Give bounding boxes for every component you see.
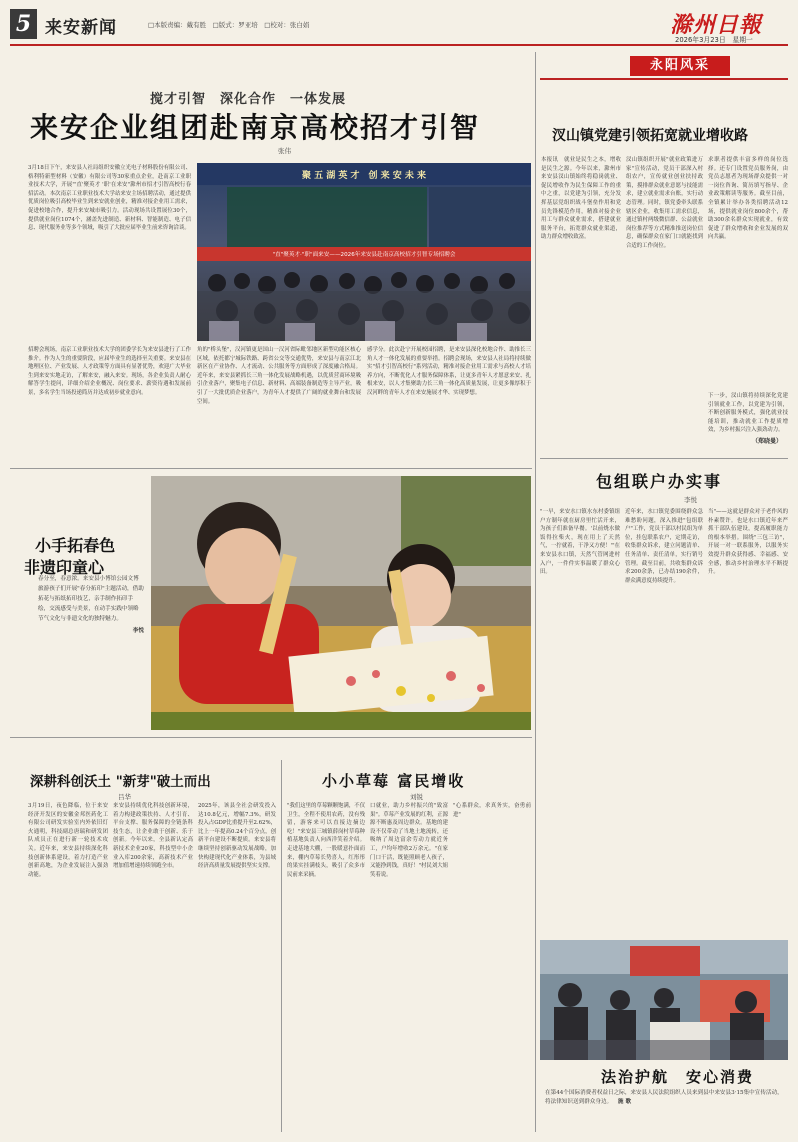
fazhi-caption-text: 在第44个国际消费者权益日之际，来安县人民法院组织人员来到县中来安县3·15集中宣传活动，将法律知识送到群众身边。 bbox=[545, 1090, 783, 1105]
spring-caption-text: 春分至，春意浓。来安县小博馆公园文博旅游孩子们开展"春分拓印"主题活动，借助拓花与拓纸拓印技艺，亲手制作拓印手绘，交流感受与美景，在动手实践中领略节气文化与非遗文化的独特魅力。 bbox=[38, 576, 144, 622]
page-number-box bbox=[10, 9, 37, 39]
keji-author: 吕华 bbox=[118, 793, 131, 801]
spring-caption-author: 李悦 bbox=[132, 628, 144, 634]
issue-date: 2026年3月23日 星期一 bbox=[675, 36, 753, 44]
yongyang-title: 汊山镇党建引领拓宽就业增收路 bbox=[552, 128, 748, 144]
lead-photo-recruitment-fair bbox=[197, 163, 531, 341]
keji-col-2: 来安县持续优化科技创新环境，着力构建政策扶持、人才引育、平台支撑、服务保障的全链条科技生态，让企业敢于创新、乐于创新。今年以来，全县新认定高新技术企业20家，科技型中小企业入库200余家，高新技术产业增加值增速持续领跑全市。 bbox=[113, 803, 193, 870]
yongyang-col-2: 汊山镇组织开展"就业政策进万家"宣传活动，党员干部深入村组农户，宣传就业创业扶持政策，摸排群众就业意愿与技能需求，建立就业需求台账，实行动态管理。同时，镇党委牵头联系辖区企业，收集用工需求信息，通过镇村两级微信群、公益就业岗位推荐等方式精准推送岗位信息，确保群众在家门口就能找到合适的工作岗位。 bbox=[626, 157, 703, 249]
yongyang-column-name: 永阳风采 bbox=[649, 58, 710, 73]
keji-col-3: 2025年，该县全社会研发投入达10.8亿元，增幅7.3%，研发投入占GDP比重提升至2.62%，比上一年提高0.24个百分点，创新平台建设不断提质。来安县将继续坚持创新驱动发展战略，加快构建现代化产业体系，为县域经济高质量发展提供坚实支撑。 bbox=[198, 803, 276, 870]
lead-kicker: 搅才引智 深化合作 一体发展 bbox=[150, 92, 347, 107]
lead-col-4: 感学分。此次赴宁开展校园招聘，是来安县深化校地合作、助推长三角人才一体化发展的重要举措。招聘会现场，来安县人社局将持续做实"招才引智高校行"系列活动，精准对接企业用工需求与高校人才培养方向，不断优化人才服务保障体系，让更多青年人才愿意来安、扎根来安，以人才集聚助力长三角一体化高质量发展，让更多像厚积于汉河畔的青年人才在来安施展才华、实现梦想。 bbox=[367, 347, 531, 396]
paper-name: 滁州日報 bbox=[670, 12, 763, 38]
yongyang-author: （郑晓曼） bbox=[752, 438, 783, 445]
section-title: 来安新闻 bbox=[45, 18, 117, 38]
lead-title: 来安企业组团赴南京高校招才引智 bbox=[30, 111, 481, 144]
caomei-title: 小小草莓 富民增收 bbox=[322, 772, 466, 790]
lead-photo-banner-top: 聚 五 湖 英 才 创 来 安 未 来 bbox=[301, 171, 427, 181]
masthead-rule bbox=[10, 44, 788, 46]
fazhi-photo-consumer-rights bbox=[540, 940, 788, 1060]
bottom-divider bbox=[10, 737, 532, 738]
baozu-author: 李悦 bbox=[684, 496, 697, 504]
baozu-col-3: 当"——这就是群众对于老作风的朴素赞许。也是水口镇近年来严抓干部队伍建设，提高履职能力的根本举措。围绕"三包三访"，开展一对一联系服务，以服务实效提升群众获得感、幸福感、安全感，推动乡村治理水平不断提升。 bbox=[708, 509, 788, 576]
spring-photo-kids-rubbing bbox=[151, 476, 531, 730]
spring-caption bbox=[38, 574, 144, 636]
fazhi-caption-author: 施 歌 bbox=[617, 1099, 632, 1105]
lead-photo-banner-red: "直"聚英才·"职"面来安——2026年来安县赴南京高校招才引智专场招聘会 bbox=[272, 252, 456, 258]
yongyang-col-1: 本报讯 就业是民生之本，增收是民生之源。今年以来，滁州市来安县汊山镇始终将稳岗就业、促民增收作为民生保障工作的重中之重，以党建为引领，充分发挥基层党组织战斗堡垒作用和党员先锋模范作用，精准对接企业用工与群众就业需求，搭建就业服务平台，拓宽群众就业渠道，助力群众增收致富。 bbox=[541, 157, 621, 241]
lead-col-1: 3月18日下午，来安县人社局组织安徽立光电子材料股份有限公司、格利特新型材料（安徽）有限公司等30家重点企业，赴南京工业职业技术大学，开展"'直'聚英才 '职'在来安"滁州市招才引智高校行春招活动。本次南京工业职业技术大学站来安主场招聘活动，通过提供优质岗位吸引高校毕业生到来安就业创业，精准对接企业用工需求，促进校地合作，提升来安城市吸引力。活动现场共设置展位30个，提供就业岗位1074个，涵盖先进制造、新材料、智能制造、电子信息、现代服务业等多个领域，吸引了大批应届毕业生前来咨询洽谈。 bbox=[28, 165, 191, 232]
baozu-title: 包组联户办实事 bbox=[596, 472, 723, 491]
spring-title bbox=[24, 513, 115, 579]
fazhi-title: 法治护航 安心消费 bbox=[601, 1068, 755, 1086]
caomei-col-2: 口就业，助力乡村振兴的"致富果"。草莓产业发展的红利，正源源不断惠及周边群众。基地的建设不仅带动了当地土地流转，还吸纳了周边富余劳动力就近务工，户均年增收2万余元。"在家门口干活，既能照顾老人孩子，又能挣到钱，真好！"村民刘大姐笑着说。 bbox=[370, 803, 448, 878]
lead-author: 张伟 bbox=[278, 147, 291, 155]
keji-col-1: 3月19日，夜色降临，位于来安经济开发区的安徽金邦医药化工有限公司研发实验室内外依旧灯火通明，科技副总唐瑞和研发团队成员正在进行新一轮技术攻关。近年来，来安县持续深化科技创新体系建设，着力打造产业创新高地，为企业发展注入强劲动能。 bbox=[28, 803, 108, 878]
spring-title-text: 小手拓春色 非遗印童心 bbox=[24, 536, 116, 577]
caomei-author: 刘锐 bbox=[410, 793, 423, 801]
keji-caomei-divider bbox=[281, 760, 282, 1132]
lead-col-2: 招聘会现场，南京工业职业技术大学的团委学长为来安县进行了工作推介。作为人生的重要阶段，应届毕业生的选择至关重要。来安县在地理区位、产业发展、人才政策等方面具有显著优势，欢迎广大毕业生到来安实地走访，了解来安，融入来安。现场，各企业负责人耐心解答学生提问，详细介绍企业概况、岗位要求、薪资待遇和发展前景，多名学生当场投递简历并达成初步就业意向。 bbox=[28, 347, 191, 396]
fazhi-caption bbox=[545, 1089, 785, 1107]
yongyang-col-3: 求职者提供丰富多样的岗位选择。还专门设置党员服务岗，由党员志愿者为现场群众提供一对一岗位咨询、简历填写指导、企业政策解读等服务。截至目前，全镇累计举办各类招聘活动12场，提供就业岗位800余个，帮助300余名群众实现就业，有效促进了群众增收和企业发展的双向共赢。 bbox=[708, 157, 788, 241]
baozu-col-2: 近年来，水口镇党委围绕群众急难愁盼问题，深入推进"包组联户"工作，党员干部以村民组为单位，挂包联系农户，定期走访，收集群众诉求，建立问题清单、任务清单、责任清单，实行销号管理。截至目前，共收集群众诉求200余条，已办结190余件，群众满意度持续提升。 bbox=[625, 509, 703, 584]
baozu-col-1: "一早，来安水口镇水东村委镇组户方制年就在厨房里忙活开来，为孩子们准备早餐。'以前烧水做饭得拉柴火，现在用上了天然气，一拧就着，干净又方便！'"在来安县水口镇，天然气管网进村入户，一件件实事温暖了群众心田。 bbox=[540, 509, 620, 576]
yongyang-rule bbox=[540, 78, 788, 80]
yongyang-col-4: 下一步，汊山镇将持续深化党建引领就业工作，以党建为引领，不断创新服务模式，强化就业技能培训，推动就业工作提质增效，为乡村振兴注入强劲动力。 bbox=[708, 393, 788, 434]
caomei-col-3: "心系群众，求真务实，奋勇前进" bbox=[453, 803, 531, 818]
caomei-col-1: "我们这里的草莓颗颗饱满，不仅卫生，全程不使用农药，没有残留，游客来可以直接边摘边吃！"来安县三城镇薛岗村草莓种植基地负责人向西洋笑着介绍。走进基地大棚，一股暖意扑面而来，棚内草莓长势喜人，红彤彤的果实挂满枝头，吸引了众多市民前来采摘。 bbox=[287, 803, 365, 878]
right-divider-1 bbox=[540, 458, 788, 459]
keji-title: 深耕科创沃土 "新芽"破土而出 bbox=[30, 774, 211, 790]
yongyang-column-tab bbox=[630, 56, 730, 76]
middle-divider bbox=[10, 468, 532, 469]
page-number: 5 bbox=[15, 11, 32, 37]
right-column-divider bbox=[535, 52, 536, 1132]
editors-line: □本版责编：戴有胜 □版式：罗亚培 □校对：张白娟 bbox=[148, 21, 310, 29]
lead-col-3: 角的"桥头堡"，汉河镇更是国山一汉河省际毗邻地区新型功能区核心区域，依托都宁城际铁路、跨省公交等交通优势，来安县与南京江北新区在产业协作、人才流动、公共服务等方面形成了深度融合格局。近年来，来安县紧抓长三角一体化发展战略机遇，以优质营商环境吸引企业落户，聚集电子信息、新材料、高端装备制造等主导产业，吸引了一大批优质企业落户，为青年人才提供了广阔的就业舞台和发展空间。 bbox=[197, 347, 361, 405]
